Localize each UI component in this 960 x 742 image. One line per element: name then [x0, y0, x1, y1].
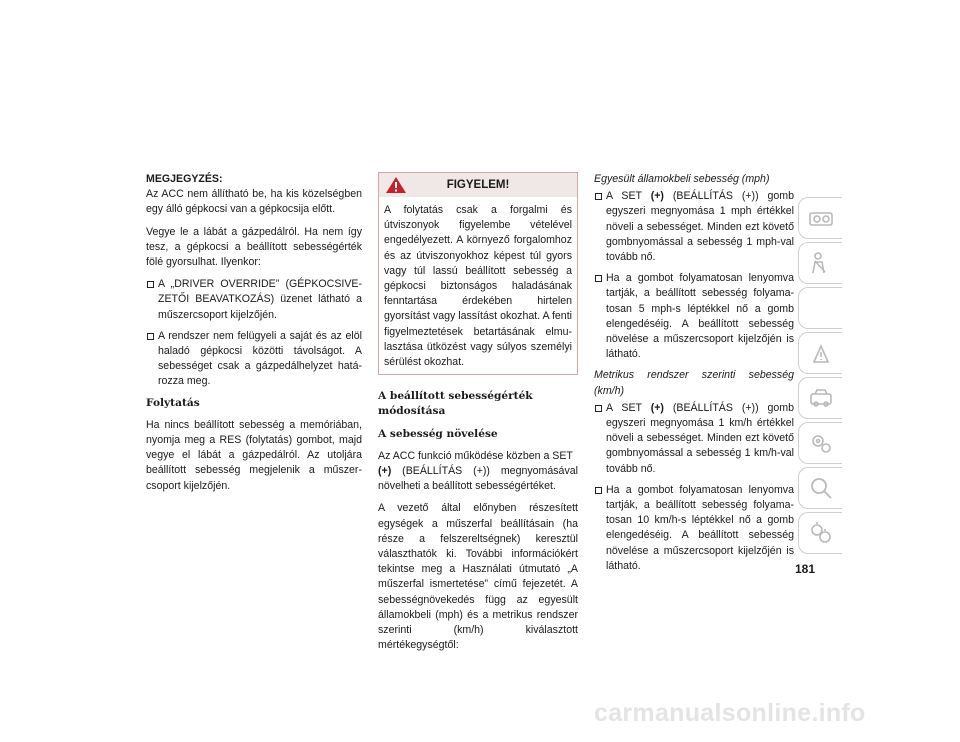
car-dashboard-icon — [806, 203, 836, 233]
list-item: A „DRIVER OVERRIDE” (GÉPKOCSIVEZETŐI BEAVATKOZÁS) üzenet látható a műszercsoport kijelzőjén. — [146, 277, 362, 323]
tab-multimedia[interactable] — [798, 512, 842, 554]
bullet-box-icon — [595, 405, 602, 412]
bullet-box-icon — [147, 333, 154, 340]
settings-icon — [806, 518, 836, 548]
tab-service[interactable] — [798, 377, 842, 419]
safety-belt-icon — [806, 248, 836, 278]
warning-text: A folytatás csak a forgalmi és útviszonyok figyelembe vételével engedélyezett. A környező forgalomhoz és az útviszonyokhoz képest túl gyors vagy túl lassú beállított sebesség a gépkocsi biztonságos haladásának fenntartása érdekében hirtelen gyorsítást vagy lassítást okozhat. A fenti figyelmeztetések betartásának elmulasztása ütközést vagy súlyos személyi sérülést okozhat. — [384, 204, 572, 369]
tab-safety[interactable] — [798, 242, 842, 284]
us-speed-heading: Egyesült államokbeli sebesség (mph) — [594, 173, 770, 185]
list-item: A rendszer nem felügyeli a saját és az elöl haladó gépkocsi közötti távolságot. A sebességet csak a gázpedálhelyzet határozza meg. — [146, 329, 362, 390]
list-item: A SET (+) (BEÁLLÍTÁS (+)) gomb egyszeri megnyomása 1 km/h értékkel növeli a sebességet. Minden ezt követő gombnyomással a sebesség 1 km/h-val tovább nő. — [594, 401, 794, 477]
tab-index[interactable] — [798, 467, 842, 509]
override-bullet-list — [146, 277, 362, 389]
increase-speed-heading: A sebesség növelése — [378, 427, 498, 440]
list-item: Ha a gombot folyamatosan lenyomva tartják, a beállított sebesség folyamatosan 5 mph-s léptékkel nő a gomb elengedéséig. A beállított sebesség növelése a műszercsoport kijelzőjén is látható. — [594, 271, 794, 362]
bullet-box-icon — [595, 193, 602, 200]
column-middle — [378, 172, 578, 660]
watermark: carmanualsonline.info — [594, 699, 866, 727]
tab-dashboard[interactable] — [798, 197, 842, 239]
tab-emergency[interactable] — [798, 332, 842, 374]
us-bullet-list — [594, 189, 794, 362]
chapter-tabs — [798, 197, 842, 557]
note-heading: MEGJEGYZÉS: — [146, 173, 223, 185]
units-text: A vezető által előnyben részesített egységek a műszerfal beállításain (ha része a felszereltségnek) keresztül választhatók ki. További információkért tekintse meg a Használati útmutató „A műszerfal ismertetése” című fejezetét. A sebességnövekedés függ az egyesült államokbeli (mph) és a metrikus rendszer szerinti (km/h) kiválasztott mértékegységtől: — [378, 502, 578, 652]
column-right — [594, 172, 794, 580]
tab-driving[interactable] — [798, 287, 842, 329]
search-icon — [806, 473, 836, 503]
car-service-icon — [806, 383, 836, 413]
column-left — [146, 172, 362, 501]
paragraph-override: Vegye le a lábát a gázpedálról. Ha nem így tesz, a gépkocsi a beállított sebességérték fölé gyorsulhat. Ilyenkor: — [146, 225, 362, 269]
page-number: 181 — [795, 562, 816, 576]
increase-speed-text: Az ACC funkció működése közben a SET (+) (BEÁLLÍTÁS (+)) megnyomásával növelheti a beállított sebességértéket. — [378, 449, 578, 493]
warning-box — [378, 172, 578, 375]
gears-icon — [806, 428, 836, 458]
metric-speed-heading: Metrikus rendszer szerinti sebesség (km/h) — [594, 369, 794, 397]
bullet-box-icon — [147, 281, 154, 288]
warning-body — [379, 197, 577, 374]
note-text: Az ACC nem állítható be, ha kis közelségben egy álló gépkocsi van a gépkocsija előtt. — [146, 188, 362, 216]
resume-heading: Folytatás — [146, 396, 200, 409]
warning-header — [379, 173, 577, 197]
list-item: Ha a gombot folyamatosan lenyomva tartják, a beállított sebesség folyamatosan 10 km/h-s léptékkel nő a gomb elengedéséig. A beállított sebesség növelése a műszercsoport kijelzőjén is látható. — [594, 483, 794, 574]
tab-specs[interactable] — [798, 422, 842, 464]
warning-triangle-icon — [385, 176, 407, 194]
bullet-box-icon — [595, 487, 602, 494]
bullet-box-icon — [595, 275, 602, 282]
metric-bullet-list — [594, 401, 794, 574]
modify-speed-heading: A beállított sebességérték módosítása — [378, 390, 533, 418]
list-item: A SET (+) (BEÁLLÍTÁS (+)) gomb egyszeri megnyomása 1 mph értékkel növeli a sebességet. Minden ezt követő gombnyomással a sebesség 1 mph-val tovább nő. — [594, 189, 794, 265]
steering-wheel-icon — [806, 293, 836, 323]
warning-title: FIGYELEM! — [446, 179, 510, 191]
warning-car-icon — [806, 338, 836, 368]
resume-text: Ha nincs beállított sebesség a memóriában, nyomja meg a RES (folytatás) gombot, majd vegye el lábát a gázpedálról. Az utoljára beállított sebesség megjelenik a műszercsoport kijelzőjén. — [146, 418, 362, 492]
